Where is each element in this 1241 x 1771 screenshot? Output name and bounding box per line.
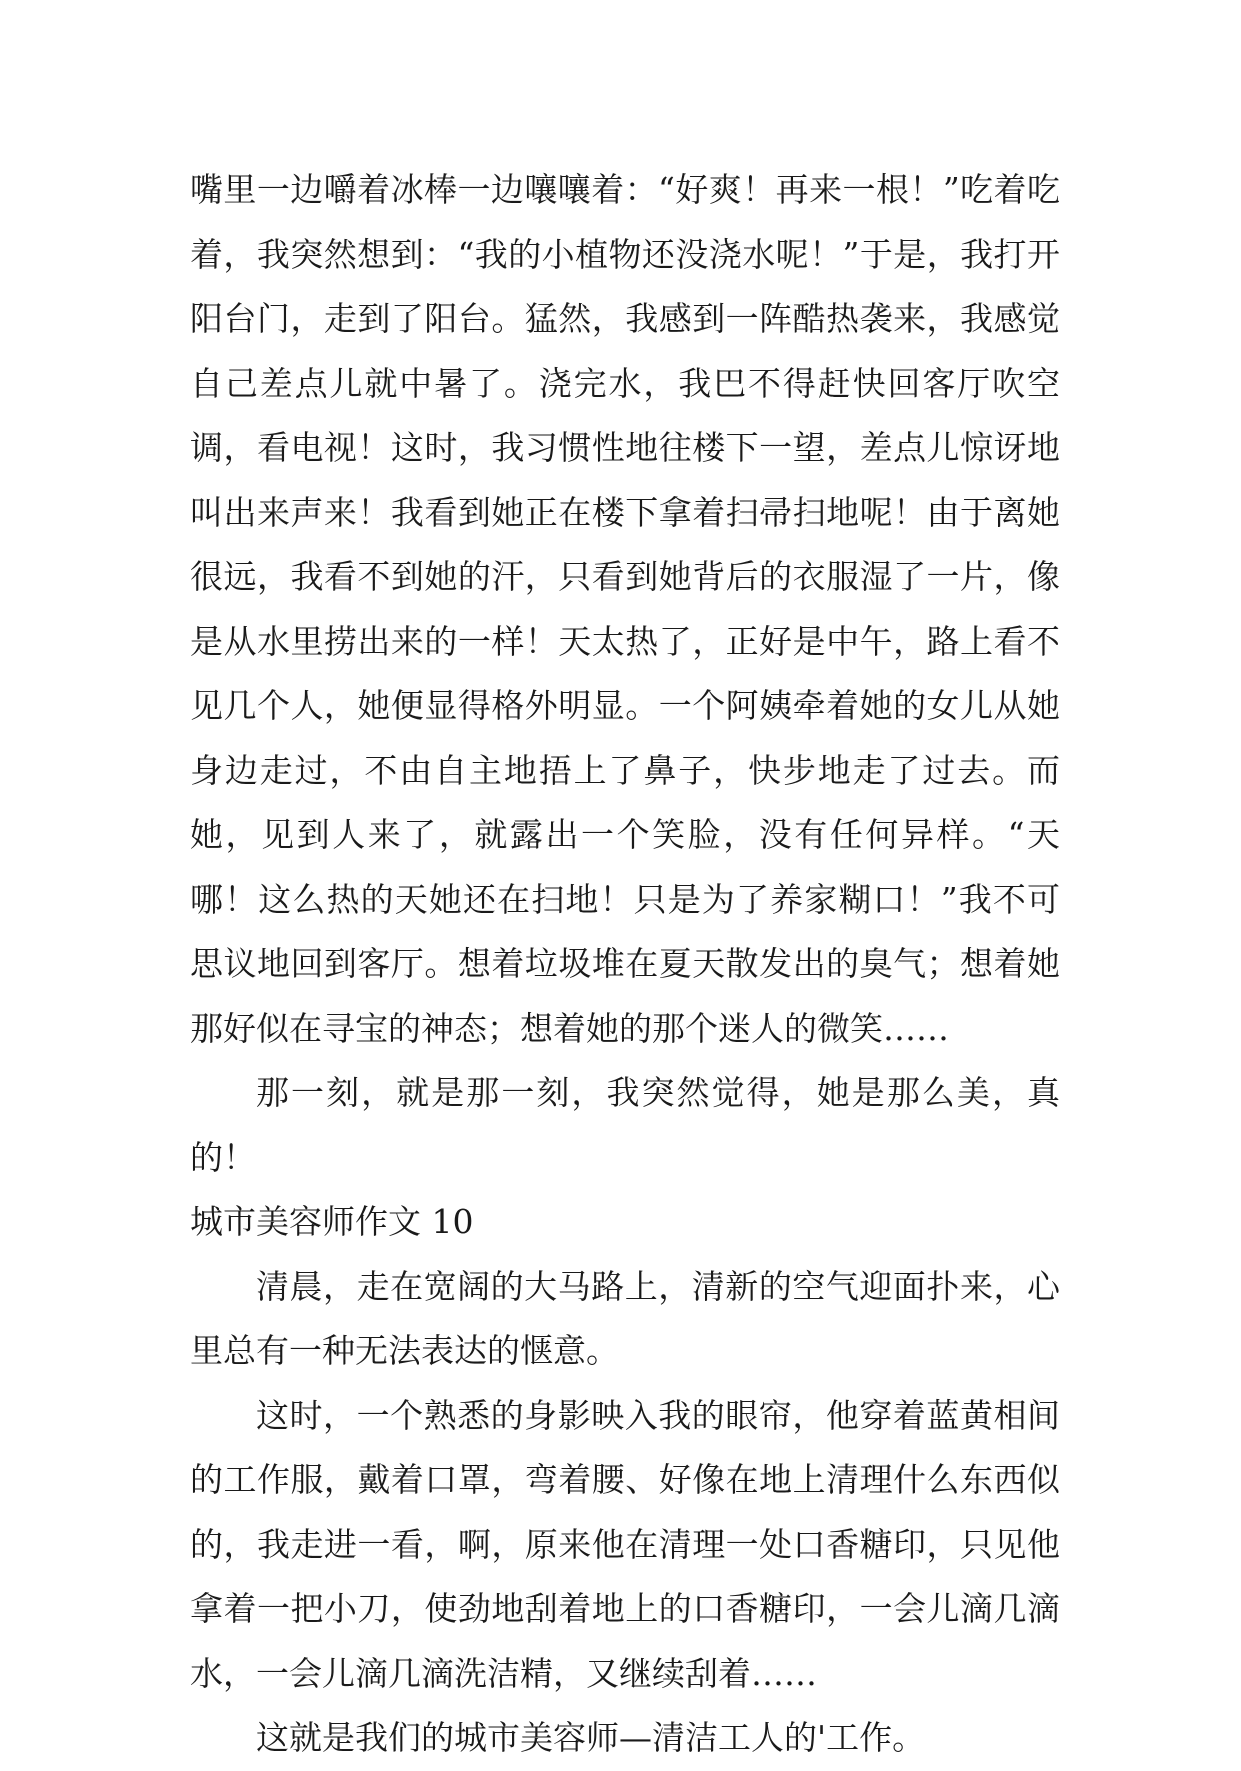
paragraph: 这时，一个熟悉的身影映入我的眼帘，他穿着蓝黄相间的工作服，戴着口罩，弯着腰、好像在地上清理什么东西似的，我走进一看，啊，原来他在清理一处口香糖印，只见他拿着一把小刀，使劲地刮着地上的口香糖印，一会儿滴几滴水，一会儿滴几滴洗洁精，又继续刮着…… bbox=[190, 1395, 1060, 1693]
paragraph: 那一刻，就是那一刻，我突然觉得，她是那么美，真的！ bbox=[190, 1073, 1060, 1177]
document-body bbox=[190, 158, 1060, 1771]
section-heading: 城市美容师作文 10 bbox=[190, 1202, 474, 1241]
paragraph: 这就是我们的城市美容师—清洁工人的'工作。 bbox=[256, 1718, 926, 1757]
paragraph-continued: 嘴里一边嚼着冰棒一边嚷嚷着：“好爽！再来一根！”吃着吃着，我突然想到：“我的小植物还没浇水呢！”于是，我打开阳台门，走到了阳台。猛然，我感到一阵酷热袭来，我感觉自己差点儿就中暑了。浇完水，我巴不得赶快回客厅吹空调，看电视！这时，我习惯性地往楼下一望，差点儿惊讶地叫出来声来！我看到她正在楼下拿着扫帚扫地呢！由于离她很远，我看不到她的汗，只看到她背后的衣服湿了一片，像是从水里捞出来的一样！天太热了，正好是中午，路上看不见几个人，她便显得格外明显。一个阿姨牵着她的女儿从她身边走过，不由自主地捂上了鼻子，快步地走了过去。而她，见到人来了，就露出一个笑脸，没有任何异样。“天哪！这么热的天她还在扫地！只是为了养家糊口！”我不可思议地回到客厅。想着垃圾堆在夏天散发出的臭气；想着她那好似在寻宝的神态；想着她的那个迷人的微笑…… bbox=[190, 170, 1060, 1048]
paragraph: 清晨，走在宽阔的大马路上，清新的空气迎面扑来，心里总有一种无法表达的惬意。 bbox=[190, 1266, 1060, 1370]
